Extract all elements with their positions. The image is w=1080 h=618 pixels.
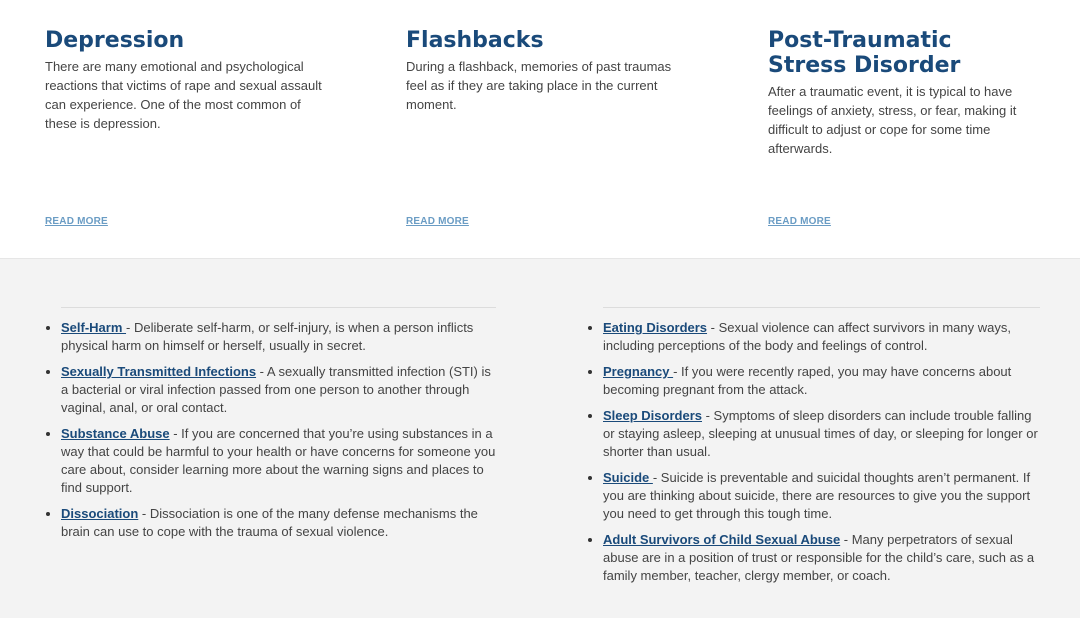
topic-description: - Suicide is preventable and suicidal thoughts aren’t permanent. If you are thinking about suicide, there are resources to give you the support you need to get through this tough time. [603, 470, 1031, 521]
topic-description: - A sexually transmitted infection (STI) is a bacterial or viral infection passed from one person to another through vaginal, anal, or oral contact. [61, 364, 491, 415]
list-item [588, 363, 1040, 399]
topic-description: - Deliberate self-harm, or self-injury, is when a person inflicts physical harm on himself or herself, usually in secret. [61, 320, 474, 353]
topic-description: - If you were recently raped, you may have concerns about becoming pregnant from the attack. [603, 364, 1012, 397]
list-item [46, 363, 496, 417]
card-description: During a flashback, memories of past traumas feel as if they are taking place in the current moment. [406, 59, 672, 112]
card-title: Flashbacks [406, 28, 544, 53]
read-more-link-ptsd[interactable]: READ MORE [768, 216, 831, 227]
topic-link-adult-survivors[interactable]: Adult Survivors of Child Sexual Abuse [603, 532, 841, 547]
featured-topics-section [0, 0, 1080, 258]
list-item [588, 469, 1040, 523]
card-flashbacks [406, 28, 681, 114]
read-more-link-flashbacks[interactable]: READ MORE [406, 216, 469, 227]
topic-description: - Dissociation is one of the many defense mechanisms the brain can use to cope with the trauma of sexual violence. [61, 506, 478, 539]
list-item [588, 407, 1040, 461]
topic-description: - Symptoms of sleep disorders can include trouble falling or staying asleep, sleeping at unusual times of day, or sleeping for longer or shorter than usual. [603, 408, 1038, 459]
divider [603, 307, 1040, 308]
card-depression [45, 28, 325, 133]
topic-link-substance-abuse[interactable]: Substance Abuse [61, 426, 170, 441]
topic-link-eating-disorders[interactable]: Eating Disorders [603, 320, 708, 335]
topic-description: - Many perpetrators of sexual abuse are in a position of trust or responsible for the child’s care, such as a family member, teacher, clergy member, or coach. [603, 532, 1035, 583]
list-item [588, 319, 1040, 355]
topic-description: - If you are concerned that you’re using substances in a way that could be harmful to your health or have concerns for someone you care about, consider learning more about the warning signs and places to find support. [61, 426, 496, 495]
topic-link-pregnancy[interactable]: Pregnancy [603, 364, 674, 379]
topics-list-section [0, 258, 1080, 618]
divider [61, 307, 496, 308]
topic-link-suicide[interactable]: Suicide [603, 470, 653, 485]
list-item [46, 505, 496, 541]
card-description: There are many emotional and psychological reactions that victims of rape and sexual assault can experience. One of the most common of these is depression. [45, 59, 322, 131]
topics-list-left [46, 319, 496, 549]
topic-link-self-harm[interactable]: Self-Harm [61, 320, 127, 335]
read-more-link-depression[interactable]: READ MORE [45, 216, 108, 227]
card-title: Depression [45, 28, 185, 53]
card-description: After a traumatic event, it is typical to have feelings of anxiety, stress, or fear, making it difficult to adjust or cope for some time afterwards. [768, 84, 1017, 156]
topic-link-sleep-disorders[interactable]: Sleep Disorders [603, 408, 702, 423]
topic-description: - Sexual violence can affect survivors in many ways, including perceptions of the body and feelings of control. [603, 320, 1011, 353]
topics-list-right [588, 319, 1040, 593]
topic-link-sti[interactable]: Sexually Transmitted Infections [61, 364, 257, 379]
list-item [588, 531, 1040, 585]
card-ptsd [768, 28, 1028, 158]
list-item [46, 319, 496, 355]
card-title: Post-Traumatic Stress Disorder [768, 28, 961, 78]
list-item [46, 425, 496, 497]
topic-link-dissociation[interactable]: Dissociation [61, 506, 139, 521]
